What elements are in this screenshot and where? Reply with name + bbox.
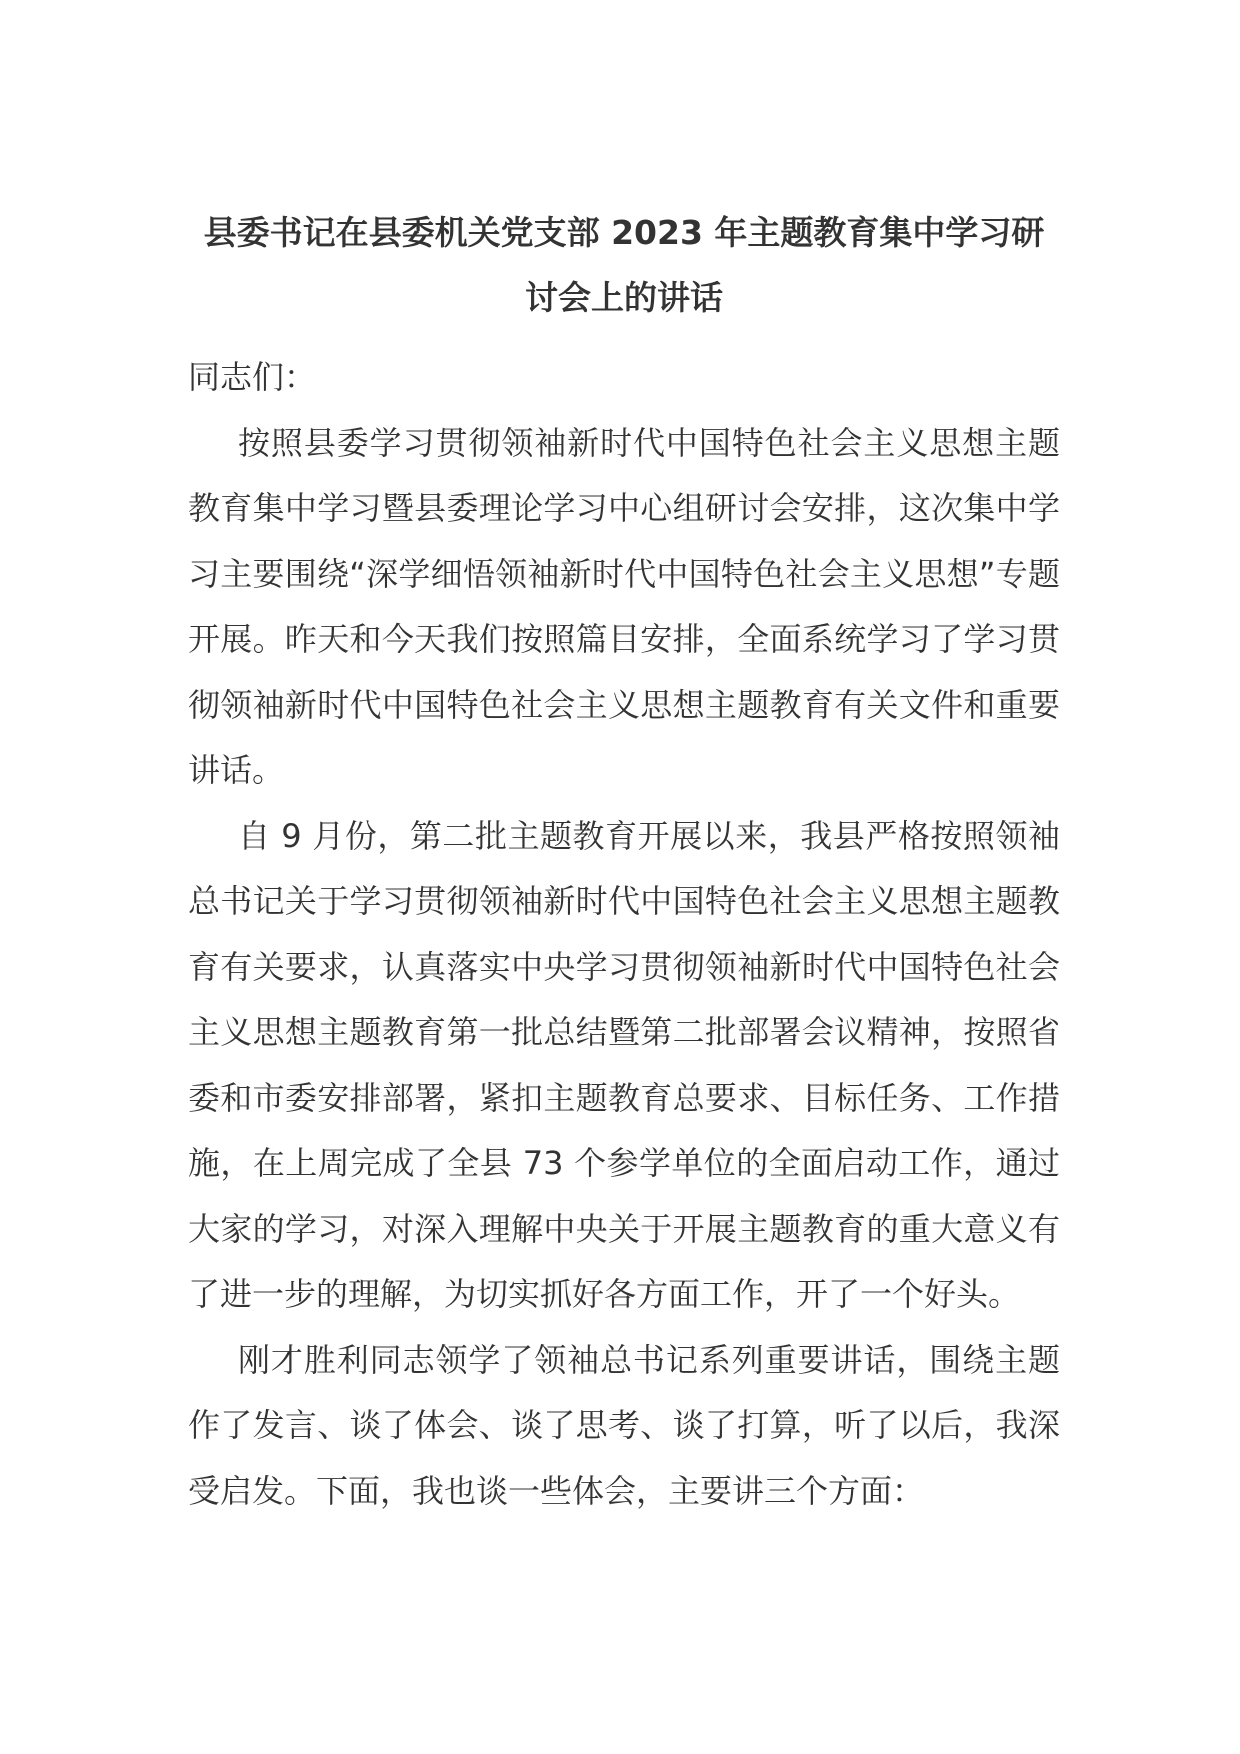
paragraph-3: 刚才胜利同志领学了领袖总书记系列重要讲话，围绕主题作了发言、谈了体会、谈了思考、谈了打算，听了以后，我深受启发。下面，我也谈一些体会，主要讲三个方面： bbox=[188, 1340, 1060, 1510]
title-line-1: 县委书记在县委机关党支部 2023 年主题教育集中学习研 bbox=[203, 213, 1045, 252]
paragraph-2: 自 9 月份，第二批主题教育开展以来，我县严格按照领袖总书记关于学习贯彻领袖新时代中国特色社会主义思想主题教育有关要求，认真落实中央学习贯彻领袖新时代中国特色社会主义思想主题教育第一批总结暨第二批部署会议精神，按照省委和市委安排部署，紧扣主题教育总要求、目标任务、工作措施，在上周完成了全县 73 个参学单位的全面启动工作，通过大家的学习，对深入理解中央关于开展主题教育的重大意义有了进一步的理解，为切实抓好各方面工作，开了一个好头。 bbox=[188, 816, 1060, 1313]
title-line-2: 讨会上的讲话 bbox=[525, 278, 723, 317]
salutation: 同志们： bbox=[188, 358, 317, 396]
paragraph-1: 按照县委学习贯彻领袖新时代中国特色社会主义思想主题教育集中学习暨县委理论学习中心组研讨会安排，这次集中学习主要围绕“深学细悟领袖新时代中国特色社会主义思想”专题开展。昨天和今天我们按照篇目安排，全面系统学习了学习贯彻领袖新时代中国特色社会主义思想主题教育有关文件和重要讲话。 bbox=[188, 423, 1060, 789]
document-body bbox=[188, 345, 1060, 1524]
document-title bbox=[188, 200, 1060, 330]
